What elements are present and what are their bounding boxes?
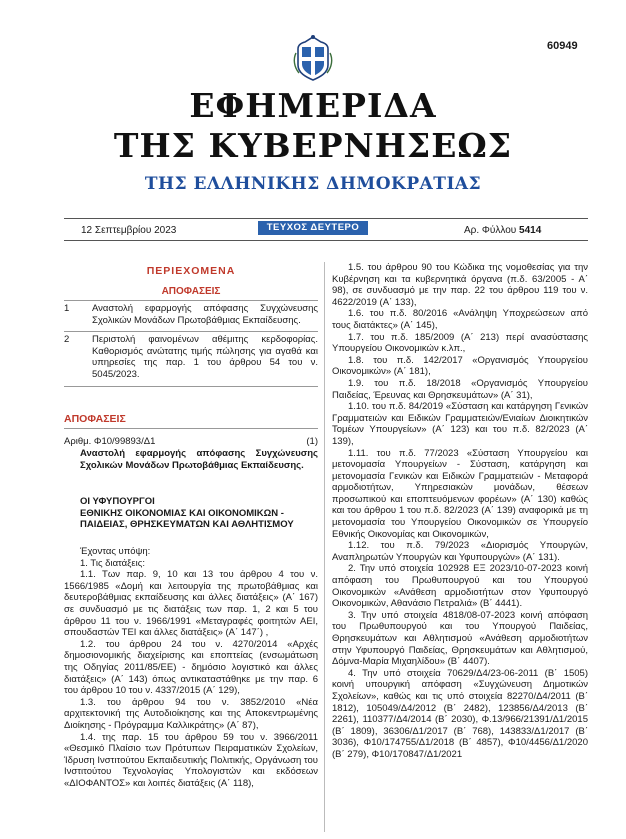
decision-number-text: Αριθμ. Φ10/99893/Δ1 <box>64 436 156 447</box>
paragraph: 1.4. της παρ. 15 του άρθρου 59 του ν. 3966/2011 «Θεσμικό Πλαίσιο των Πρότυπων Πειραματικών Σχολείων, Ίδρυση Ινστιτούτου Εκπαιδευτικής Πολιτικής, Οργάνωση του Ινστιτούτου Τεχνολογίας Υπολογιστών και εκδόσεων «ΔΙΟΦΑΝΤΟΣ» και λοιπές διατάξεις (Α΄ 118), <box>64 731 318 789</box>
decision-ref: (1) <box>306 436 318 447</box>
greek-coat-of-arms-icon <box>291 33 335 81</box>
contents-item-number: 2 <box>64 334 70 345</box>
contents-rule-3 <box>64 386 318 387</box>
decision-number <box>64 436 318 447</box>
minister-line: ΟΙ ΥΦΥΠΟΥΡΓΟΙ <box>80 496 155 507</box>
paragraph: 1.2. του άρθρου 24 του ν. 4270/2014 «Αρχές δημοσιονομικής διαχείρισης και εποπτείας (ενσωμάτωση της Οδηγίας 2011/85/ΕΕ) - δημόσιο λογιστικό και άλλες διατάξεις» (Α΄ 143) όπως αντικαταστάθηκε με την παρ. 6 του άρθρου 10 του ν. 4337/2015 (Α΄ 129), <box>64 638 318 697</box>
paragraph: 1.9. του π.δ. 18/2018 «Οργανισμός Υπουργείου Παιδείας, Έρευνας και Θρησκευμάτων» (Α΄ 31), <box>332 377 588 401</box>
decisions-heading: ΑΠΟΦΑΣΕΙΣ <box>64 413 126 425</box>
paragraph: 4. Την υπό στοιχεία 70629/Δ4/23-06-2011 (Β΄ 1505) κοινή υπουργική απόφαση «Συγχώνευση Δημοτικών Σχολείων», καθώς και τις υπό στοιχεία 82270/Δ4/2011 (Β΄ 1812), 105049/Δ4/2012 (Β΄ 2482), 123856/Δ4/2013 (Β΄ 2261), 110377/Δ4/2014 (Β΄ 2030), Φ.13/966/21391/Δ1/2015 (Β΄ 1809), 36306/Δ1/2017 (Β΄ 768), 143833/Δ1/2017 (Β΄ 3036), Φ10/174755/Δ1/2018 (Β΄ 4857), Φ10/4456/Δ1/2020 (Β΄ 279), Φ10/170847/Δ1/2021 <box>332 667 588 760</box>
paragraph: 1.1. Των παρ. 9, 10 και 13 του άρθρου 4 του ν. 1566/1985 «Δομή και λειτουργία της πρωτοβάθμιας και δευτεροβάθμιας εκπαίδευσης και άλλες διατάξεις» (Α΄ 167) σε συνδυασμό με τις διατάξεις των παρ. 1, 2 και 5 του άρθρου 11 του ν. 1966/1991 «Μεταγραφές φοιτητών ΑΕΙ, σπουδαστών ΤΕΙ και άλλες διατάξεις» (Α΄ 147΄) , <box>64 569 318 639</box>
masthead-subtitle: ΤΗΣ ΕΛΛΗΝΙΚΗΣ ΔΗΜΟΚΡΑΤΙΑΣ <box>144 174 482 194</box>
contents-item-text: Αναστολή εφαρμογής απόφασης Συγχώνευσης Σχολικών Μονάδων Πρωτοβάθμιας Εκπαίδευσης. <box>92 303 318 326</box>
issue-date: 12 Σεπτεμβρίου 2023 <box>81 225 177 236</box>
paragraph: 1. Τις διατάξεις: <box>80 557 145 569</box>
paragraph: 1.6. του π.δ. 80/2016 «Ανάληψη Υποχρεώσεων από τους διατάκτες» (Α΄ 145), <box>332 308 588 331</box>
issuing-ministers <box>80 496 318 531</box>
sheet-label: Αρ. Φύλλου <box>464 225 517 236</box>
contents-item-2[interactable] <box>64 334 318 382</box>
paragraph: 1.12. του π.δ. 79/2023 «Διορισμός Υπουργών, Αναπληρωτών Υπουργών και Υφυπουργών» (Α΄ 131). <box>332 540 588 563</box>
minister-line: ΕΘΝΙΚΗΣ ΟΙΚΟΝΟΜΙΑΣ ΚΑΙ ΟΙΚΟΝΟΜΙΚΩΝ - <box>80 507 284 519</box>
decisions-rule <box>64 428 318 429</box>
paragraph: Έχοντας υπόψη: <box>80 546 151 557</box>
contents-rule-1 <box>64 300 318 301</box>
paragraph: 1.10. του π.δ. 84/2019 «Σύσταση και κατάργηση Γενικών Γραμματειών και Ειδικών Γραμματειών/Ενιαίων Διοικητικών Τομέων Υπουργείων» (Α΄ 123) και του π.δ. 82/2023 (Α΄ 139), <box>332 401 588 447</box>
left-body-text <box>64 546 318 789</box>
contents-rule-2 <box>64 331 318 332</box>
paragraph: 2. Την υπό στοιχεία 102928 ΕΞ 2023/10-07-2023 κοινή απόφαση του Πρωθυπουργού και του Υπουργού Οικονομικών «Ανάθεση αρμοδιοτήτων στον Υφυπουργό Οικονομικών, Αθανάσιο Πετραλιά» (Β΄ 4441). <box>332 563 588 610</box>
issue-badge: ΤΕΥΧΟΣ ΔΕΥΤΕΡΟ <box>258 221 368 235</box>
sheet-number <box>464 225 541 236</box>
paragraph: 1.3. του άρθρου 94 του ν. 3852/2010 «Νέα αρχιτεκτονική της Αυτοδιοίκησης και της Αποκεντρωμένης Διοίκησης - Πρόγραμμα Καλλικράτης» (Α΄ 87), <box>64 696 318 731</box>
minister-line: ΠΑΙΔΕΙΑΣ, ΘΡΗΣΚΕΥΜΑΤΩΝ ΚΑΙ ΑΘΛΗΤΙΣΜΟΥ <box>80 519 294 531</box>
contents-item-number: 1 <box>64 303 70 314</box>
paragraph: 3. Την υπό στοιχεία 4818/08-07-2023 κοινή απόφαση του Πρωθυπουργού και του Υπουργού Παιδείας, Θρησκευμάτων και Αθλητισμού «Ανάθεση αρμοδιοτήτων στην Υφυπουργό Παιδείας, Θρησκευμάτων και Αθλητισμού, Δόμνα-Μαρία Μιχαηλίδου» (Β΄ 4407). <box>332 609 588 668</box>
paragraph: 1.7. του π.δ. 185/2009 (Α΄ 213) περί ανασύστασης Υπουργείου Οικονομικών κ.λπ., <box>332 331 588 355</box>
page-number: 60949 <box>547 40 578 52</box>
contents-item-1[interactable] <box>64 303 318 327</box>
contents-section: ΑΠΟΦΑΣΕΙΣ <box>161 286 221 297</box>
column-divider <box>324 262 325 832</box>
sheet-number-value: 5414 <box>519 225 542 236</box>
contents-item-text: Περιστολή φαινομένων αθέμιτης κερδοφορίας. Καθορισμός ανώτατης τιμής πώλησης για αγαθά και υπηρεσίες της παρ. 1 του άρθρου 54 του ν. 5045/2023. <box>92 334 318 380</box>
masthead-title-line2: ΤΗΣ ΚΥΒΕΡΝΗΣΕΩΣ <box>113 126 513 165</box>
right-body-text <box>332 262 588 761</box>
header-rule-top <box>64 218 588 219</box>
contents-title: ΠΕΡΙΕΧΟΜΕΝΑ <box>146 265 236 277</box>
header-rule-bottom <box>64 240 588 241</box>
paragraph: 1.5. του άρθρου 90 του Κώδικα της νομοθεσίας για την Κυβέρνηση και τα κυβερνητικά όργανα (π.δ. 63/2005 - Α΄ 98), σε συνδυασμό με την παρ. 22 του άρθρου 119 του ν. 4622/2019 (Α΄ 133), <box>332 262 588 308</box>
masthead-title-line1: ΕΦΗΜΕΡΙΔΑ <box>189 86 437 125</box>
paragraph: 1.8. του π.δ. 142/2017 «Οργανισμός Υπουργείου Οικονομικών» (Α΄ 181), <box>332 354 588 378</box>
paragraph: 1.11. του π.δ. 77/2023 «Σύσταση Υπουργείου και μετονομασία Υπουργείων - Σύσταση, κατάργηση και μετονομασία Γενικών και Ειδικών Γραμματειών - Μεταφορά αρμοδιοτήτων, Υπηρεσιακών μονάδων, θέσεων προσωπικού και εποπτευόμενων φορέων» (Α΄ 130) καθώς και του άρθρου 1 του π.δ. 82/2023 (Α΄ 139) αναφορικά με τη μετονομασία του Υπουργείου Οικονομικών σε Υπουργείο Εθνικής Οικονομίας και Οικονομικών, <box>332 447 588 540</box>
decision-title: Αναστολή εφαρμογής απόφασης Συγχώνευσης Σχολικών Μονάδων Πρωτοβάθμιας Εκπαίδευσης. <box>80 448 318 471</box>
